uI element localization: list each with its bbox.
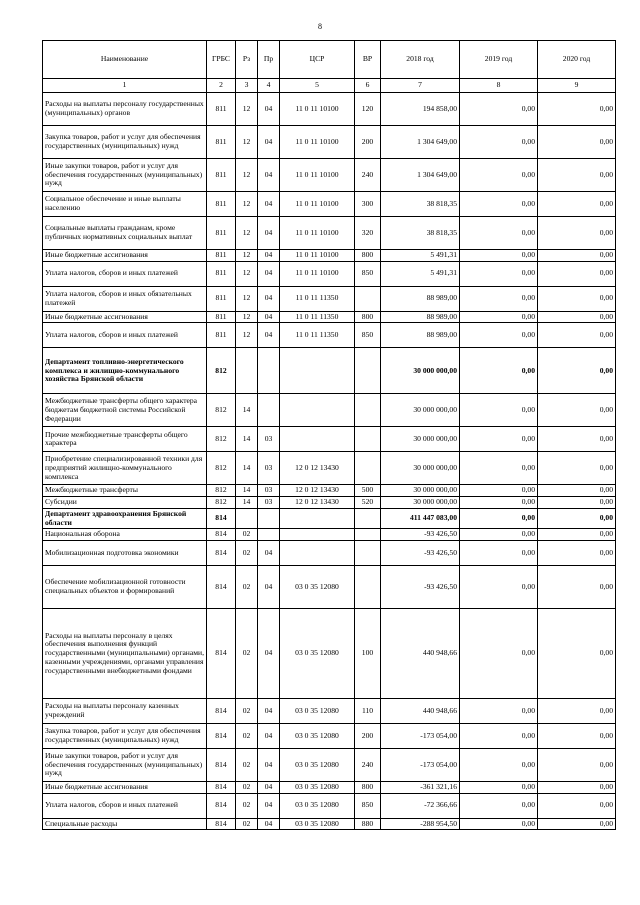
table-row: [43, 250, 616, 262]
cell-2019: 0,00: [460, 529, 538, 541]
cell-2019: 0,00: [460, 699, 538, 724]
cell-2018: -93 426,50: [381, 529, 460, 541]
cell-2018: -93 426,50: [381, 541, 460, 566]
cell-grbs: 814: [207, 566, 236, 609]
cell-2018: -72 366,66: [381, 793, 460, 818]
cell-vr: [355, 427, 381, 452]
cell-grbs: 811: [207, 217, 236, 250]
cell-vr: 100: [355, 609, 381, 699]
cell-rz: [236, 508, 258, 528]
cell-name: Межбюджетные трансферты: [43, 485, 207, 497]
cell-rz: 12: [236, 192, 258, 217]
cell-csr: 11 0 11 10100: [280, 261, 355, 286]
cell-rz: 12: [236, 126, 258, 159]
table-row: [43, 323, 616, 348]
cell-vr: 240: [355, 749, 381, 782]
cell-pr: 04: [258, 261, 280, 286]
column-index: 2: [207, 79, 236, 93]
column-index: 4: [258, 79, 280, 93]
cell-2018: 5 491,31: [381, 250, 460, 262]
cell-rz: 14: [236, 452, 258, 485]
cell-grbs: 814: [207, 818, 236, 830]
cell-grbs: 811: [207, 159, 236, 192]
cell-grbs: 814: [207, 749, 236, 782]
cell-csr: [280, 508, 355, 528]
cell-name: Закупка товаров, работ и услуг для обеспечения государственных (муниципальных) нужд: [43, 724, 207, 749]
cell-pr: 03: [258, 485, 280, 497]
cell-name: Уплата налогов, сборов и иных платежей: [43, 261, 207, 286]
cell-pr: 04: [258, 126, 280, 159]
cell-rz: 12: [236, 323, 258, 348]
cell-pr: [258, 394, 280, 427]
table-row: [43, 782, 616, 794]
cell-csr: [280, 394, 355, 427]
table-body: [43, 93, 616, 830]
cell-2020: 0,00: [538, 311, 616, 323]
cell-pr: 03: [258, 427, 280, 452]
cell-2019: 0,00: [460, 566, 538, 609]
cell-2020: 0,00: [538, 192, 616, 217]
table-row: [43, 286, 616, 311]
cell-rz: 02: [236, 818, 258, 830]
cell-name: Уплата налогов, сборов и иных обязательных платежей: [43, 286, 207, 311]
cell-rz: 12: [236, 311, 258, 323]
cell-csr: 11 0 11 10100: [280, 192, 355, 217]
cell-2019: 0,00: [460, 609, 538, 699]
cell-2019: 0,00: [460, 541, 538, 566]
table-row: [43, 485, 616, 497]
cell-rz: 14: [236, 485, 258, 497]
cell-vr: 850: [355, 323, 381, 348]
cell-csr: [280, 427, 355, 452]
header-vr: ВР: [355, 41, 381, 79]
cell-csr: 11 0 11 10100: [280, 159, 355, 192]
cell-grbs: 812: [207, 497, 236, 509]
cell-name: Мобилизационная подготовка экономики: [43, 541, 207, 566]
table-row: [43, 541, 616, 566]
cell-vr: [355, 286, 381, 311]
cell-2019: 0,00: [460, 508, 538, 528]
cell-2020: 0,00: [538, 261, 616, 286]
cell-pr: 04: [258, 724, 280, 749]
header-2018: 2018 год: [381, 41, 460, 79]
cell-2019: 0,00: [460, 192, 538, 217]
cell-name: Расходы на выплаты персоналу государственных (муниципальных) органов: [43, 93, 207, 126]
table-row: [43, 311, 616, 323]
table-row: [43, 609, 616, 699]
cell-name: Приобретение специализированной техники для предприятий жилищно-коммунального комплекса: [43, 452, 207, 485]
cell-2020: 0,00: [538, 782, 616, 794]
cell-vr: 850: [355, 261, 381, 286]
cell-2020: 0,00: [538, 452, 616, 485]
table-row: [43, 818, 616, 830]
table-row: [43, 192, 616, 217]
cell-pr: 04: [258, 250, 280, 262]
cell-rz: 12: [236, 93, 258, 126]
cell-2020: 0,00: [538, 348, 616, 394]
cell-2019: 0,00: [460, 348, 538, 394]
cell-pr: 04: [258, 566, 280, 609]
cell-grbs: 811: [207, 323, 236, 348]
cell-2019: 0,00: [460, 818, 538, 830]
cell-name: Прочие межбюджетные трансферты общего характера: [43, 427, 207, 452]
cell-csr: 12 0 12 13430: [280, 485, 355, 497]
cell-2018: 194 858,00: [381, 93, 460, 126]
table-row: [43, 497, 616, 509]
cell-grbs: 814: [207, 782, 236, 794]
cell-grbs: 811: [207, 311, 236, 323]
column-index: 9: [538, 79, 616, 93]
cell-vr: 240: [355, 159, 381, 192]
table-row: [43, 699, 616, 724]
cell-rz: 02: [236, 793, 258, 818]
cell-csr: 12 0 12 13430: [280, 497, 355, 509]
cell-vr: [355, 394, 381, 427]
header-2020: 2020 год: [538, 41, 616, 79]
cell-2020: 0,00: [538, 699, 616, 724]
cell-2019: 0,00: [460, 452, 538, 485]
cell-2018: 440 948,66: [381, 699, 460, 724]
cell-2019: 0,00: [460, 427, 538, 452]
cell-pr: 04: [258, 159, 280, 192]
cell-rz: 02: [236, 529, 258, 541]
cell-grbs: 814: [207, 529, 236, 541]
cell-2020: 0,00: [538, 566, 616, 609]
cell-2018: -173 054,00: [381, 749, 460, 782]
cell-name: Закупка товаров, работ и услуг для обеспечения государственных (муниципальных) нужд: [43, 126, 207, 159]
cell-vr: 850: [355, 793, 381, 818]
cell-2019: 0,00: [460, 250, 538, 262]
cell-csr: 03 0 35 12080: [280, 818, 355, 830]
cell-2020: 0,00: [538, 93, 616, 126]
table-row: [43, 793, 616, 818]
cell-2019: 0,00: [460, 217, 538, 250]
cell-2020: 0,00: [538, 427, 616, 452]
cell-name: Департамент здравоохранения Брянской области: [43, 508, 207, 528]
cell-rz: 02: [236, 724, 258, 749]
table-row: [43, 126, 616, 159]
cell-2020: 0,00: [538, 749, 616, 782]
cell-pr: 04: [258, 93, 280, 126]
cell-2020: 0,00: [538, 508, 616, 528]
cell-2020: 0,00: [538, 724, 616, 749]
cell-pr: 04: [258, 323, 280, 348]
cell-rz: 02: [236, 541, 258, 566]
cell-grbs: 811: [207, 286, 236, 311]
cell-2019: 0,00: [460, 126, 538, 159]
cell-2018: 88 989,00: [381, 286, 460, 311]
cell-csr: 03 0 35 12080: [280, 699, 355, 724]
cell-rz: 14: [236, 394, 258, 427]
cell-2020: 0,00: [538, 126, 616, 159]
cell-2018: 38 818,35: [381, 192, 460, 217]
cell-2020: 0,00: [538, 159, 616, 192]
cell-2018: 30 000 000,00: [381, 485, 460, 497]
cell-name: Иные закупки товаров, работ и услуг для обеспечения государственных (муниципальных) нужд: [43, 749, 207, 782]
cell-vr: [355, 529, 381, 541]
table-row: [43, 348, 616, 394]
cell-name: Обеспечение мобилизационной готовности специальных объектов и формирований: [43, 566, 207, 609]
column-index: 8: [460, 79, 538, 93]
budget-table: [42, 40, 616, 830]
cell-grbs: 814: [207, 724, 236, 749]
table-row: [43, 724, 616, 749]
cell-rz: 02: [236, 566, 258, 609]
cell-2018: 411 447 083,00: [381, 508, 460, 528]
header-row: [43, 41, 616, 79]
cell-rz: 12: [236, 261, 258, 286]
cell-2018: -173 054,00: [381, 724, 460, 749]
cell-rz: 12: [236, 286, 258, 311]
cell-rz: [236, 348, 258, 394]
cell-rz: 02: [236, 699, 258, 724]
table-row: [43, 529, 616, 541]
header-pr: Пр: [258, 41, 280, 79]
cell-2020: 0,00: [538, 286, 616, 311]
column-index-row: [43, 79, 616, 93]
cell-csr: [280, 529, 355, 541]
column-index: 7: [381, 79, 460, 93]
cell-2020: 0,00: [538, 250, 616, 262]
cell-2018: 1 304 649,00: [381, 159, 460, 192]
cell-pr: 04: [258, 311, 280, 323]
cell-grbs: 811: [207, 126, 236, 159]
table-row: [43, 394, 616, 427]
cell-grbs: 814: [207, 793, 236, 818]
cell-vr: [355, 452, 381, 485]
cell-pr: [258, 348, 280, 394]
cell-rz: 12: [236, 250, 258, 262]
cell-name: Расходы на выплаты персоналу казенных учреждений: [43, 699, 207, 724]
cell-2020: 0,00: [538, 529, 616, 541]
cell-vr: 500: [355, 485, 381, 497]
column-index: 5: [280, 79, 355, 93]
cell-vr: 880: [355, 818, 381, 830]
cell-2020: 0,00: [538, 541, 616, 566]
cell-name: Департамент топливно-энергетического комплекса и жилищно-коммунального хозяйства Брянской области: [43, 348, 207, 394]
cell-name: Иные бюджетные ассигнования: [43, 250, 207, 262]
cell-2020: 0,00: [538, 394, 616, 427]
cell-name: Уплата налогов, сборов и иных платежей: [43, 793, 207, 818]
cell-name: Иные закупки товаров, работ и услуг для обеспечения государственных (муниципальных) нужд: [43, 159, 207, 192]
cell-vr: 200: [355, 126, 381, 159]
cell-csr: 11 0 11 10100: [280, 126, 355, 159]
cell-2020: 0,00: [538, 485, 616, 497]
cell-rz: 02: [236, 749, 258, 782]
table-row: [43, 159, 616, 192]
cell-csr: [280, 348, 355, 394]
cell-2018: 1 304 649,00: [381, 126, 460, 159]
cell-2018: 440 948,66: [381, 609, 460, 699]
cell-2018: 30 000 000,00: [381, 452, 460, 485]
cell-pr: [258, 529, 280, 541]
cell-2020: 0,00: [538, 497, 616, 509]
cell-csr: 03 0 35 12080: [280, 782, 355, 794]
cell-csr: 11 0 11 11350: [280, 286, 355, 311]
cell-pr: 04: [258, 217, 280, 250]
header-2019: 2019 год: [460, 41, 538, 79]
cell-2018: 88 989,00: [381, 311, 460, 323]
cell-pr: 04: [258, 782, 280, 794]
cell-2019: 0,00: [460, 724, 538, 749]
cell-grbs: 814: [207, 541, 236, 566]
cell-2019: 0,00: [460, 793, 538, 818]
table-row: [43, 217, 616, 250]
cell-grbs: 812: [207, 348, 236, 394]
cell-name: Субсидии: [43, 497, 207, 509]
cell-csr: 03 0 35 12080: [280, 793, 355, 818]
cell-pr: 04: [258, 793, 280, 818]
cell-csr: 11 0 11 11350: [280, 323, 355, 348]
cell-2019: 0,00: [460, 782, 538, 794]
cell-grbs: 812: [207, 485, 236, 497]
column-index: 3: [236, 79, 258, 93]
cell-csr: 11 0 11 10100: [280, 250, 355, 262]
cell-vr: 110: [355, 699, 381, 724]
cell-2019: 0,00: [460, 159, 538, 192]
cell-2020: 0,00: [538, 818, 616, 830]
cell-2019: 0,00: [460, 286, 538, 311]
cell-grbs: 811: [207, 192, 236, 217]
cell-rz: 12: [236, 159, 258, 192]
cell-pr: 03: [258, 497, 280, 509]
cell-pr: 04: [258, 749, 280, 782]
cell-grbs: 814: [207, 609, 236, 699]
cell-name: Иные бюджетные ассигнования: [43, 782, 207, 794]
cell-name: Специальные расходы: [43, 818, 207, 830]
cell-2020: 0,00: [538, 217, 616, 250]
cell-grbs: 811: [207, 250, 236, 262]
cell-vr: 800: [355, 782, 381, 794]
table-row: [43, 93, 616, 126]
cell-2018: -288 954,50: [381, 818, 460, 830]
cell-grbs: 812: [207, 394, 236, 427]
cell-2019: 0,00: [460, 485, 538, 497]
cell-name: Уплата налогов, сборов и иных платежей: [43, 323, 207, 348]
cell-csr: 03 0 35 12080: [280, 724, 355, 749]
cell-2019: 0,00: [460, 261, 538, 286]
cell-pr: 04: [258, 286, 280, 311]
cell-rz: 14: [236, 497, 258, 509]
cell-grbs: 811: [207, 261, 236, 286]
cell-2019: 0,00: [460, 497, 538, 509]
cell-2020: 0,00: [538, 323, 616, 348]
cell-vr: 800: [355, 311, 381, 323]
cell-2018: 30 000 000,00: [381, 348, 460, 394]
cell-csr: 11 0 11 11350: [280, 311, 355, 323]
cell-2019: 0,00: [460, 323, 538, 348]
cell-pr: 04: [258, 818, 280, 830]
cell-2018: 88 989,00: [381, 323, 460, 348]
cell-name: Социальные выплаты гражданам, кроме публичных нормативных социальных выплат: [43, 217, 207, 250]
cell-vr: 120: [355, 93, 381, 126]
table-row: [43, 427, 616, 452]
column-index: 6: [355, 79, 381, 93]
cell-rz: 14: [236, 427, 258, 452]
cell-csr: 12 0 12 13430: [280, 452, 355, 485]
cell-grbs: 812: [207, 452, 236, 485]
cell-pr: 04: [258, 541, 280, 566]
cell-rz: 02: [236, 609, 258, 699]
cell-grbs: 814: [207, 508, 236, 528]
cell-grbs: 812: [207, 427, 236, 452]
table-row: [43, 566, 616, 609]
cell-2018: -93 426,50: [381, 566, 460, 609]
cell-vr: [355, 541, 381, 566]
header-csr: ЦСР: [280, 41, 355, 79]
cell-2019: 0,00: [460, 394, 538, 427]
cell-name: Межбюджетные трансферты общего характера бюджетам бюджетной системы Российской Федерации: [43, 394, 207, 427]
table-row: [43, 508, 616, 528]
cell-rz: 02: [236, 782, 258, 794]
cell-name: Расходы на выплаты персоналу в целях обеспечения выполнения функций государственными (муниципальными) органами, казенными учреждениями, органами управления государственными внебюджетными фондами: [43, 609, 207, 699]
cell-vr: 300: [355, 192, 381, 217]
cell-csr: 03 0 35 12080: [280, 749, 355, 782]
cell-pr: 03: [258, 452, 280, 485]
cell-csr: 11 0 11 10100: [280, 93, 355, 126]
cell-vr: [355, 508, 381, 528]
table-row: [43, 749, 616, 782]
cell-name: Национальная оборона: [43, 529, 207, 541]
cell-pr: 04: [258, 699, 280, 724]
cell-2019: 0,00: [460, 311, 538, 323]
table-row: [43, 452, 616, 485]
column-index: 1: [43, 79, 207, 93]
cell-vr: [355, 566, 381, 609]
header-grbs: ГРБС: [207, 41, 236, 79]
cell-csr: [280, 541, 355, 566]
cell-2019: 0,00: [460, 93, 538, 126]
cell-vr: 200: [355, 724, 381, 749]
cell-name: Иные бюджетные ассигнования: [43, 311, 207, 323]
cell-grbs: 814: [207, 699, 236, 724]
header-name: Наименование: [43, 41, 207, 79]
page-number: 8: [318, 22, 322, 31]
cell-csr: 03 0 35 12080: [280, 609, 355, 699]
cell-2018: 30 000 000,00: [381, 394, 460, 427]
cell-csr: 11 0 11 10100: [280, 217, 355, 250]
table-row: [43, 261, 616, 286]
cell-vr: 520: [355, 497, 381, 509]
cell-2018: 30 000 000,00: [381, 497, 460, 509]
cell-vr: [355, 348, 381, 394]
cell-csr: 03 0 35 12080: [280, 566, 355, 609]
cell-2018: 5 491,31: [381, 261, 460, 286]
cell-vr: 800: [355, 250, 381, 262]
cell-pr: 04: [258, 192, 280, 217]
cell-2018: 38 818,35: [381, 217, 460, 250]
cell-grbs: 811: [207, 93, 236, 126]
cell-pr: [258, 508, 280, 528]
header-rz: Рз: [236, 41, 258, 79]
cell-rz: 12: [236, 217, 258, 250]
cell-2018: 30 000 000,00: [381, 427, 460, 452]
cell-2019: 0,00: [460, 749, 538, 782]
cell-2020: 0,00: [538, 793, 616, 818]
cell-name: Социальное обеспечение и иные выплаты населению: [43, 192, 207, 217]
cell-pr: 04: [258, 609, 280, 699]
cell-2020: 0,00: [538, 609, 616, 699]
cell-vr: 320: [355, 217, 381, 250]
cell-2018: -361 321,16: [381, 782, 460, 794]
